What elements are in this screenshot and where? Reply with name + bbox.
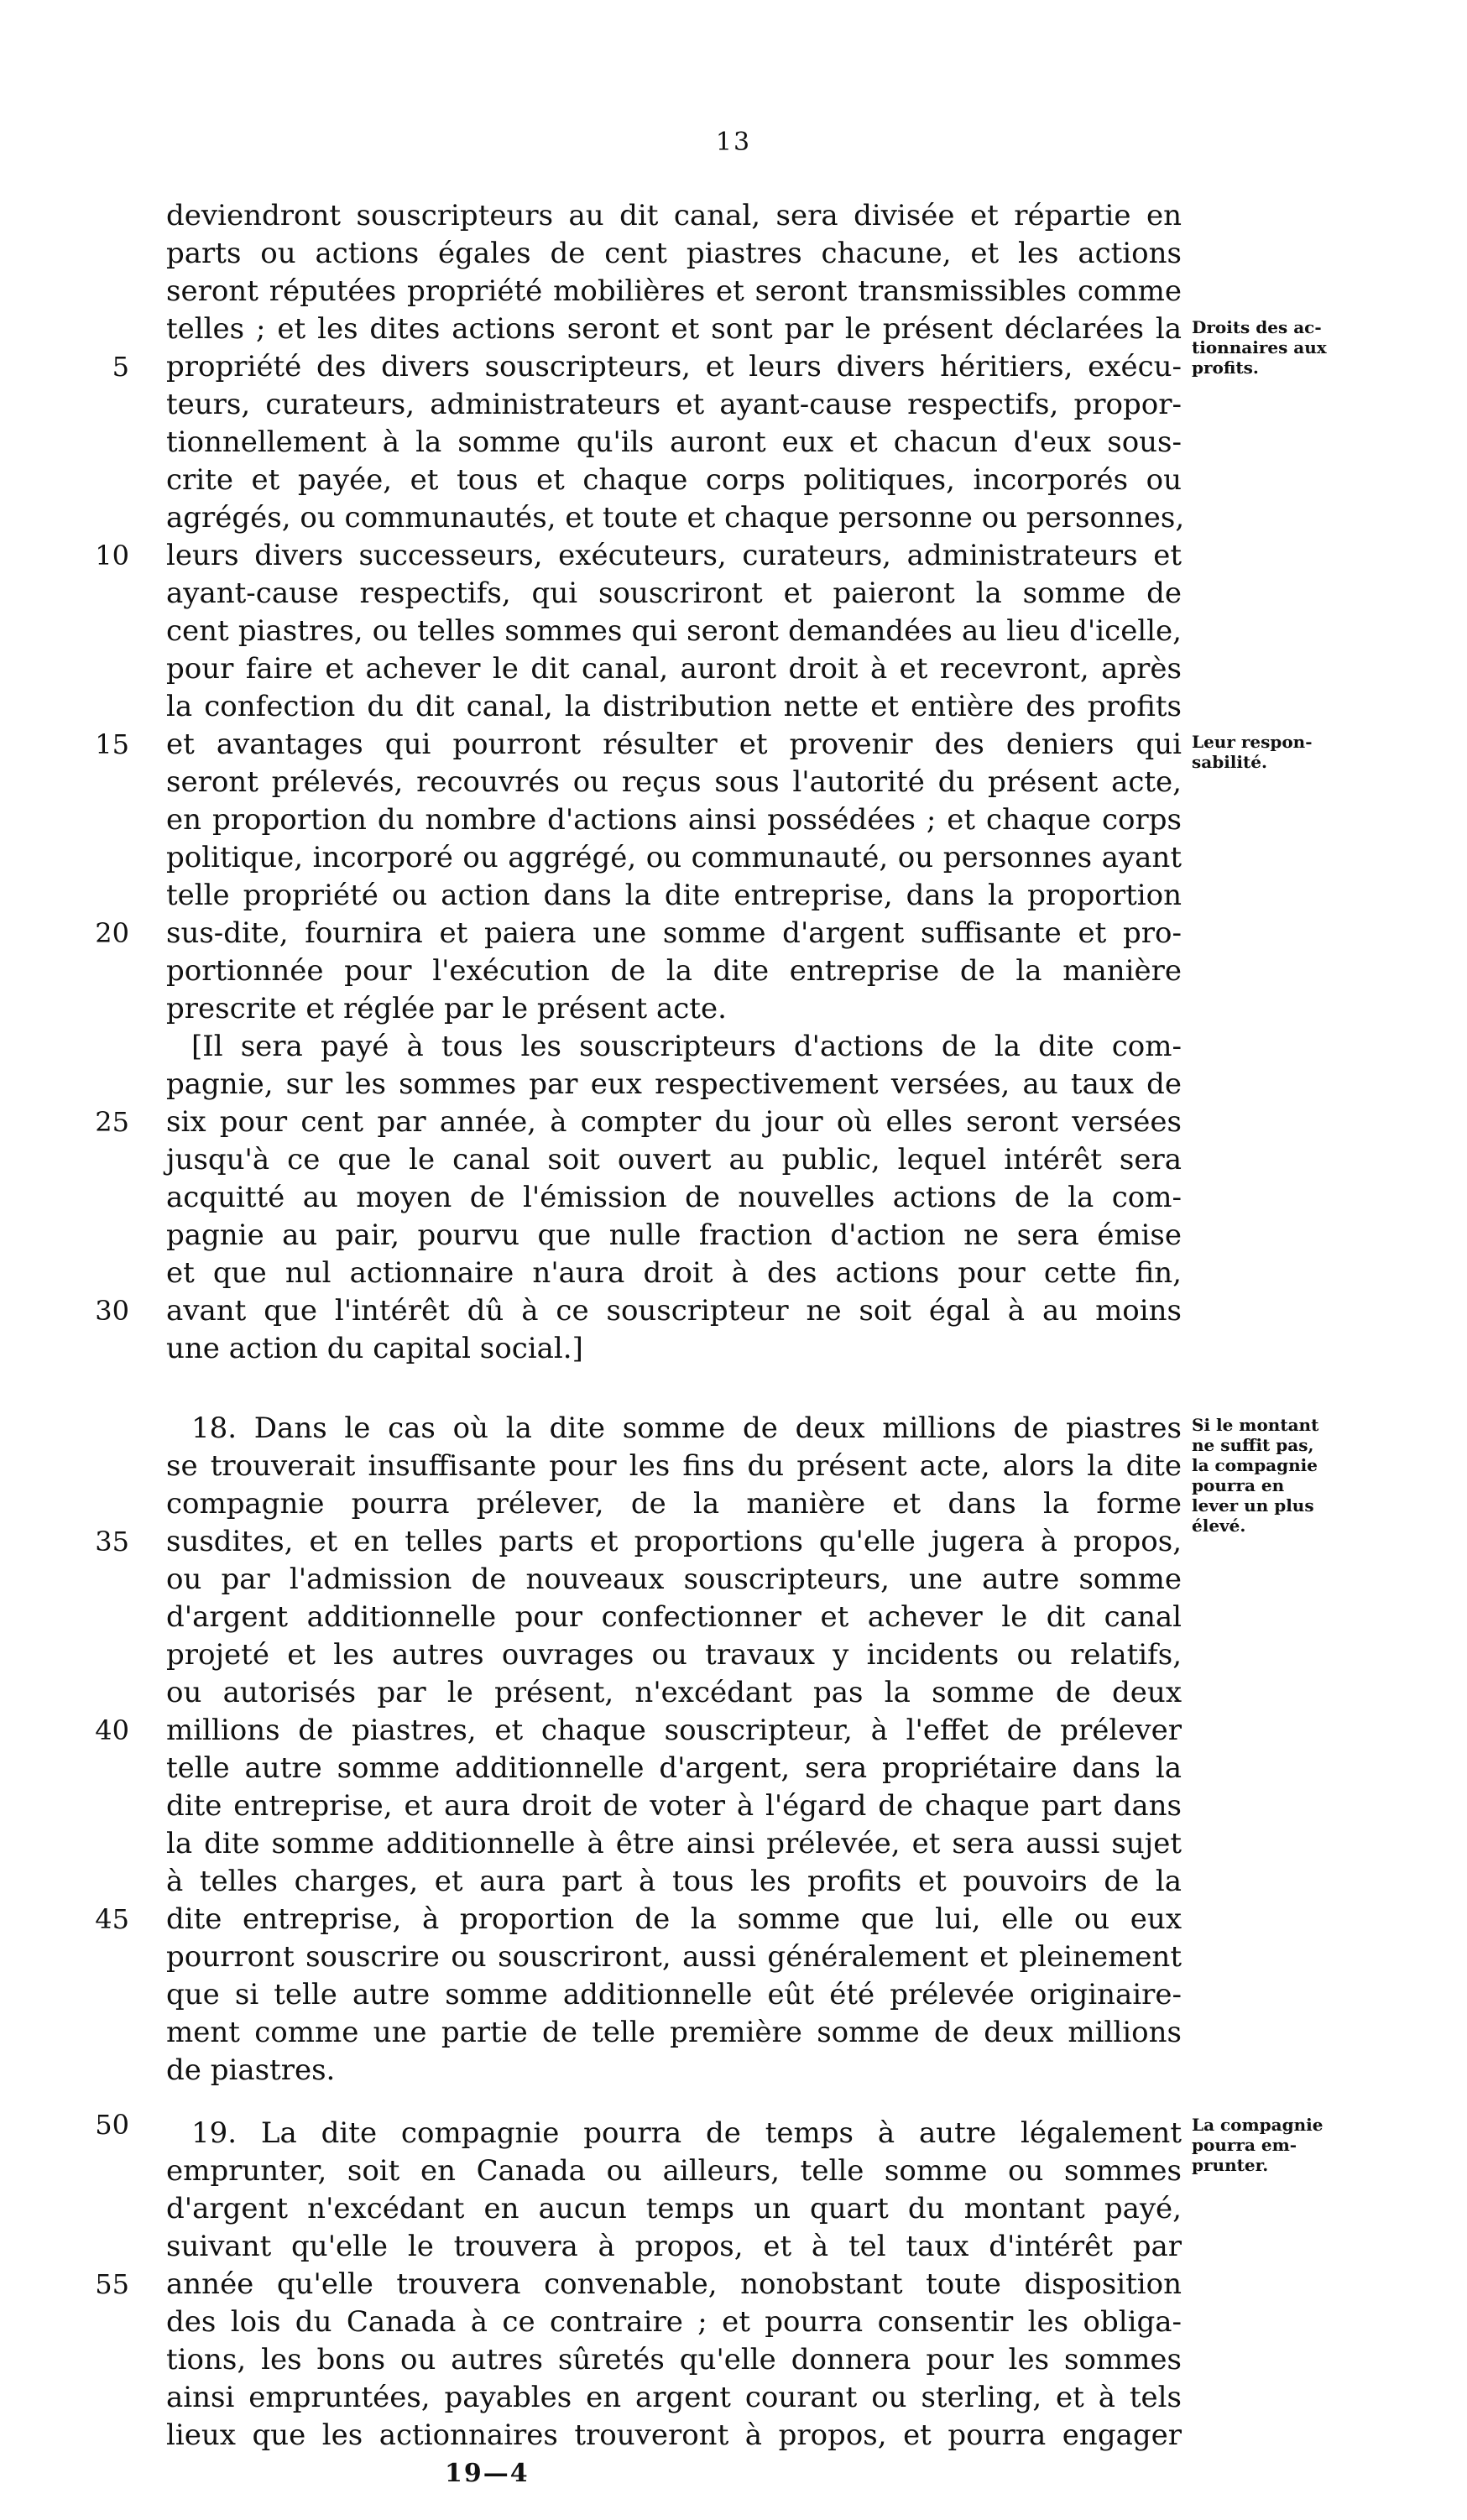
text-line: telles ; et les dites actions seront et sont par le présent déclarées la bbox=[166, 312, 1182, 346]
line-number: 30 bbox=[95, 1295, 129, 1327]
line-number: 40 bbox=[95, 1714, 129, 1746]
text-line: parts ou actions égales de cent piastres chacune, et les actions bbox=[166, 237, 1182, 270]
text-line: la confection du dit canal, la distribution nette et entière des profits bbox=[166, 690, 1182, 723]
text-line: la dite somme additionnelle à être ainsi prélevée, et sera aussi sujet bbox=[166, 1827, 1182, 1860]
text-line: six pour cent par année, à compter du jour où elles seront versées bbox=[166, 1105, 1182, 1139]
line-number: 10 bbox=[95, 540, 129, 571]
text-line: ou par l'admission de nouveaux souscripteurs, une autre somme bbox=[166, 1563, 1182, 1596]
text-line: propriété des divers souscripteurs, et leurs divers héritiers, exécu- bbox=[166, 350, 1182, 383]
side-note-line: sabilité. bbox=[1192, 752, 1267, 772]
text-line: crite et payée, et tous et chaque corps politiques, incorporés ou bbox=[166, 463, 1182, 497]
text-line: seront réputées propriété mobilières et seront transmissibles comme bbox=[166, 274, 1182, 308]
text-line: telle propriété ou action dans la dite entreprise, dans la proportion bbox=[166, 879, 1182, 912]
text-line: année qu'elle trouvera convenable, nonobstant toute disposition bbox=[166, 2267, 1182, 2301]
line-number: 35 bbox=[95, 1526, 129, 1557]
side-note-line: La compagnie bbox=[1192, 2115, 1323, 2135]
side-note bbox=[1192, 317, 1444, 378]
text-line: tionnellement à la somme qu'ils auront eux et chacun d'eux sous- bbox=[166, 425, 1182, 459]
text-line: agrégés, ou communautés, et toute et chaque personne ou personnes, bbox=[166, 501, 1185, 535]
printer-signature: 19—4 bbox=[445, 2459, 530, 2488]
text-line: en proportion du nombre d'actions ainsi possédées ; et chaque corps bbox=[166, 803, 1182, 837]
text-line: susdites, et en telles parts et proportions qu'elle jugera à propos, bbox=[166, 1525, 1182, 1558]
text-line: d'argent additionnelle pour confectionner et achever le dit canal bbox=[166, 1600, 1182, 1634]
text-line: prescrite et réglée par le présent acte. bbox=[166, 992, 727, 1025]
text-line: millions de piastres, et chaque souscripteur, à l'effet de prélever bbox=[166, 1714, 1182, 1747]
side-note-line: lever un plus bbox=[1192, 1495, 1314, 1516]
text-line: et avantages qui pourront résulter et provenir des deniers qui bbox=[166, 728, 1182, 761]
text-line: suivant qu'elle le trouvera à propos, et à tel taux d'intérêt par bbox=[166, 2230, 1182, 2263]
line-number: 25 bbox=[95, 1106, 129, 1138]
text-line: de piastres. bbox=[166, 2053, 336, 2087]
text-line: pagnie, sur les sommes par eux respectivement versées, au taux de bbox=[166, 1067, 1182, 1101]
side-note-line: prunter. bbox=[1192, 2155, 1269, 2175]
side-note bbox=[1192, 2115, 1444, 2175]
side-note bbox=[1192, 1415, 1444, 1536]
line-number: 45 bbox=[95, 1903, 129, 1935]
text-line: d'argent n'excédant en aucun temps un quart du montant payé, bbox=[166, 2192, 1182, 2225]
side-note-line: profits. bbox=[1192, 357, 1259, 378]
side-note-line: Si le montant bbox=[1192, 1415, 1319, 1435]
text-line: ainsi empruntées, payables en argent courant ou sterling, et à tels bbox=[166, 2381, 1182, 2414]
text-line: seront prélevés, recouvrés ou reçus sous l'autorité du présent acte, bbox=[166, 765, 1182, 799]
text-line: ment comme une partie de telle première somme de deux millions bbox=[166, 2016, 1182, 2049]
text-line: ayant-cause respectifs, qui souscriront et paieront la somme de bbox=[166, 577, 1182, 610]
side-note-line: tionnaires aux bbox=[1192, 337, 1327, 357]
text-line: avant que l'intérêt dû à ce souscripteur ne soit égal à au moins bbox=[166, 1294, 1182, 1328]
text-line: pour faire et achever le dit canal, auront droit à et recevront, après bbox=[166, 652, 1182, 686]
line-number: 15 bbox=[95, 728, 129, 760]
text-line: pagnie au pair, pourvu que nulle fraction d'action ne sera émise bbox=[166, 1218, 1182, 1252]
side-note bbox=[1192, 732, 1444, 772]
line-number: 55 bbox=[95, 2268, 129, 2300]
text-line: jusqu'à ce que le canal soit ouvert au public, lequel intérêt sera bbox=[166, 1143, 1182, 1177]
text-line: emprunter, soit en Canada ou ailleurs, telle somme ou sommes bbox=[166, 2154, 1182, 2188]
text-line: lieux que les actionnaires trouveront à propos, et pourra engager bbox=[166, 2418, 1182, 2452]
text-line: acquitté au moyen de l'émission de nouvelles actions de la com- bbox=[166, 1181, 1182, 1214]
text-line: projeté et les autres ouvrages ou travaux y incidents ou relatifs, bbox=[166, 1638, 1182, 1672]
side-note-line: Droits des ac- bbox=[1192, 317, 1322, 337]
text-line: tions, les bons ou autres sûretés qu'elle donnera pour les sommes bbox=[166, 2343, 1182, 2377]
page-number: 13 bbox=[715, 128, 752, 157]
text-line: sus-dite, fournira et paiera une somme d'argent suffisante et pro- bbox=[166, 916, 1182, 950]
text-line: leurs divers successeurs, exécuteurs, curateurs, administrateurs et bbox=[166, 539, 1182, 572]
text-line: [Il sera payé à tous les souscripteurs d'actions de la dite com- bbox=[191, 1030, 1182, 1063]
text-line: 18. Dans le cas où la dite somme de deux millions de piastres bbox=[191, 1411, 1182, 1445]
text-line: politique, incorporé ou aggrégé, ou communauté, ou personnes ayant bbox=[166, 841, 1182, 874]
text-line: dite entreprise, à proportion de la somme que lui, elle ou eux bbox=[166, 1902, 1182, 1936]
side-note-line: ne suffit pas, bbox=[1192, 1435, 1314, 1455]
side-note-line: pourra en bbox=[1192, 1475, 1285, 1495]
text-line: telle autre somme additionnelle d'argent, sera propriétaire dans la bbox=[166, 1751, 1182, 1785]
text-line: deviendront souscripteurs au dit canal, sera divisée et répartie en bbox=[166, 199, 1182, 232]
side-note-line: pourra em- bbox=[1192, 2135, 1297, 2155]
text-line: compagnie pourra prélever, de la manière et dans la forme bbox=[166, 1487, 1182, 1521]
line-number: 20 bbox=[95, 917, 129, 949]
text-line: 19. La dite compagnie pourra de temps à autre légalement bbox=[191, 2116, 1182, 2150]
line-number: 50 bbox=[95, 2109, 129, 2141]
side-note-line: élevé. bbox=[1192, 1516, 1246, 1536]
text-line: une action du capital social.] bbox=[166, 1332, 583, 1365]
side-note-line: la compagnie bbox=[1192, 1455, 1318, 1475]
text-line: et que nul actionnaire n'aura droit à des actions pour cette fin, bbox=[166, 1256, 1182, 1290]
line-number: 5 bbox=[112, 351, 129, 383]
text-line: à telles charges, et aura part à tous les profits et pouvoirs de la bbox=[166, 1865, 1182, 1898]
text-line: teurs, curateurs, administrateurs et ayant-cause respectifs, propor- bbox=[166, 388, 1182, 421]
text-line: cent piastres, ou telles sommes qui seront demandées au lieu d'icelle, bbox=[166, 614, 1182, 648]
text-line: que si telle autre somme additionnelle eût été prélevée originaire- bbox=[166, 1978, 1182, 2011]
text-line: des lois du Canada à ce contraire ; et pourra consentir les obliga- bbox=[166, 2305, 1182, 2339]
text-line: pourront souscrire ou souscriront, aussi généralement et pleinement bbox=[166, 1940, 1182, 1974]
text-line: ou autorisés par le présent, n'excédant pas la somme de deux bbox=[166, 1676, 1182, 1709]
side-note-line: Leur respon- bbox=[1192, 732, 1313, 752]
text-line: portionnée pour l'exécution de la dite entreprise de la manière bbox=[166, 954, 1182, 988]
text-line: dite entreprise, et aura droit de voter à l'égard de chaque part dans bbox=[166, 1789, 1182, 1823]
text-line: se trouverait insuffisante pour les fins du présent acte, alors la dite bbox=[166, 1449, 1182, 1483]
